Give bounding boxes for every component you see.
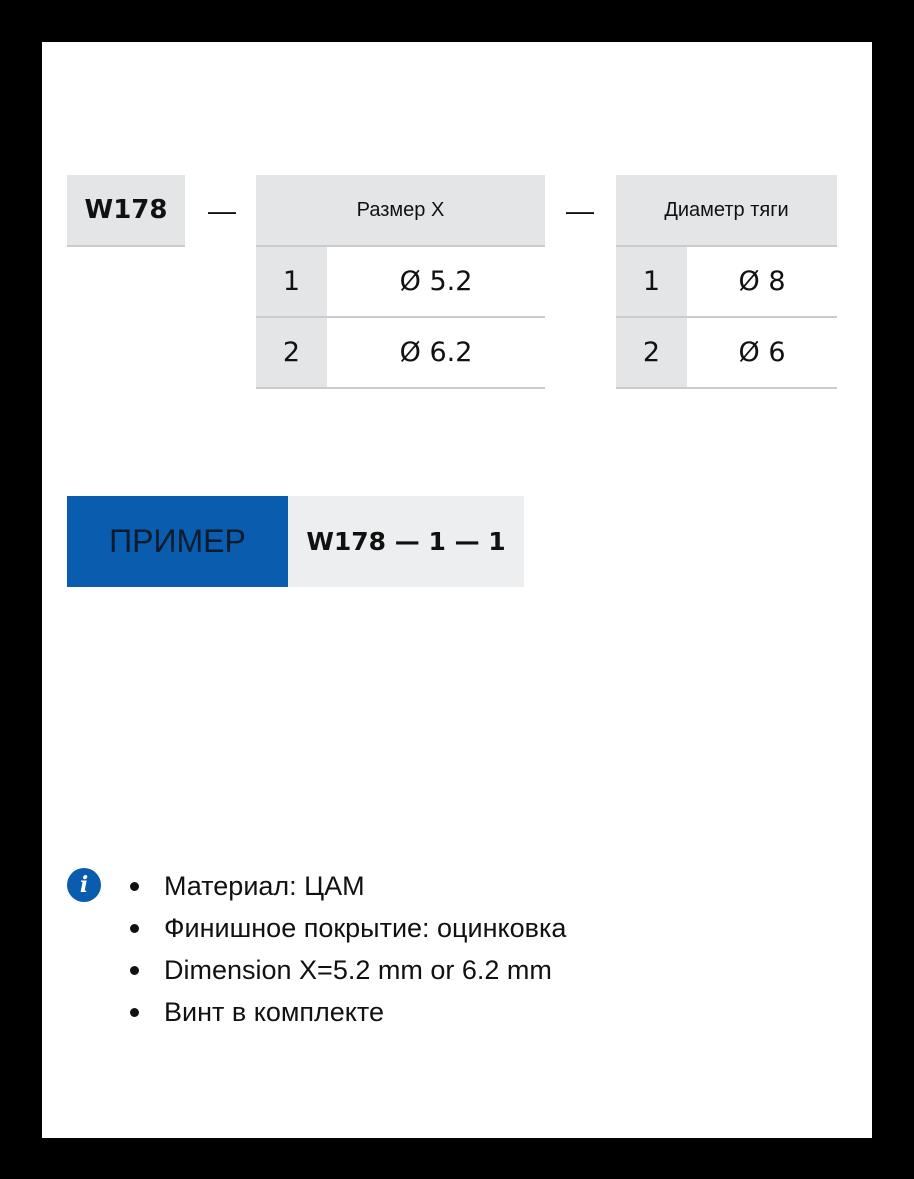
- example-label: ПРИМЕР: [67, 496, 288, 587]
- size-row-1-value: Ø 5.2: [327, 247, 545, 318]
- info-list: [128, 865, 566, 1033]
- rod-row-2-value: Ø 6: [687, 318, 837, 389]
- info-item-dimension: Dimension X=5.2 mm or 6.2 mm: [128, 949, 566, 991]
- example-value: W178 — 1 — 1: [288, 496, 524, 587]
- size-row-1-num: 1: [256, 247, 327, 318]
- product-sheet: [42, 42, 872, 1138]
- separator-1: —: [208, 195, 236, 226]
- info-item-finish: Финишное покрытие: оцинковка: [128, 907, 566, 949]
- rod-row-1-num: 1: [616, 247, 687, 318]
- product-code-cell: [67, 175, 185, 247]
- rod-table-header: Диаметр тяги: [616, 175, 837, 247]
- rod-row-1-value: Ø 8: [687, 247, 837, 318]
- info-item-material: Материал: ЦАМ: [128, 865, 566, 907]
- size-row-2-value: Ø 6.2: [327, 318, 545, 389]
- size-table-header: Размер X: [256, 175, 545, 247]
- info-item-screw: Винт в комплекте: [128, 991, 566, 1033]
- product-code: W178: [84, 195, 168, 225]
- rod-row-2-num: 2: [616, 318, 687, 389]
- size-row-2-num: 2: [256, 318, 327, 389]
- separator-2: —: [566, 195, 594, 226]
- info-icon: i: [67, 868, 101, 902]
